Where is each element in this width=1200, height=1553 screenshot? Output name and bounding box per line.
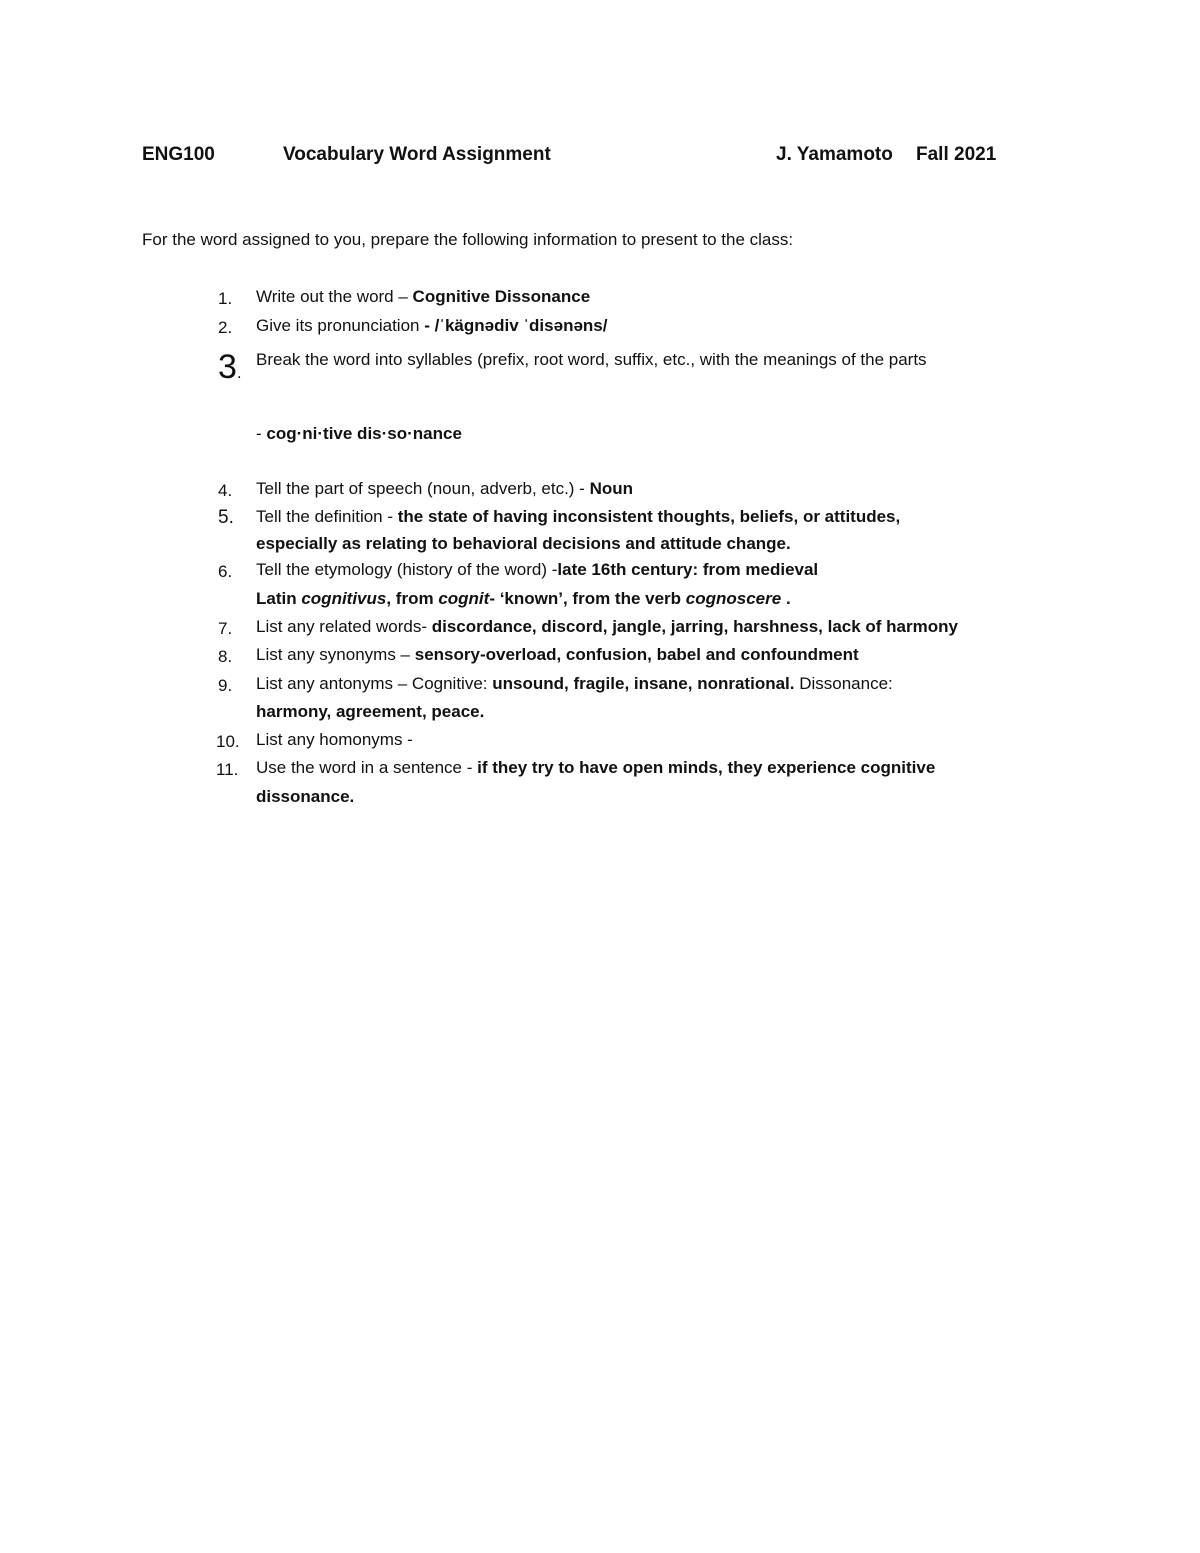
item-number: 8.: [218, 647, 233, 666]
assignment-title: Vocabulary Word Assignment: [283, 144, 551, 165]
item-answer: if they try to have open minds, they experience cognitive: [477, 758, 936, 777]
item-answer-continued: harmony, agreement, peace.: [256, 702, 485, 721]
item-prompt: List any homonyms -: [256, 730, 413, 749]
term: Fall 2021: [916, 144, 997, 165]
intro-text: For the word assigned to you, prepare the following information to present to the class:: [142, 230, 794, 249]
item-answer-continued: Latin cognitivus, from cognit- ‘known’, from the verb cognoscere .: [256, 589, 791, 608]
item-number: 6.: [218, 562, 233, 581]
item-number: 9.: [218, 676, 233, 695]
item-answer: discordance, discord, jangle, jarring, harshness, lack of harmony: [431, 617, 958, 636]
item-answer: unsound, fragile, insane, nonrational.: [492, 674, 795, 693]
item-answer-continued: dissonance.: [256, 787, 355, 806]
item-number: 1.: [218, 289, 233, 308]
item-prompt: Write out the word –: [256, 287, 413, 306]
item-prompt: Break the word into syllables (prefix, root word, suffix, etc., with the meanings of the parts: [256, 350, 927, 369]
item-prompt: List any synonyms –: [256, 645, 415, 664]
item-answer: cog·ni·tive dis·so·nance: [266, 424, 462, 443]
course-code: ENG100: [142, 144, 215, 165]
item-number: 3.: [218, 348, 242, 386]
item-number: 7.: [218, 619, 233, 638]
item-prompt: Tell the etymology (history of the word) -: [256, 560, 558, 579]
item-answer: the state of having inconsistent thoughts, beliefs, or attitudes,: [397, 507, 901, 526]
item-number: 4.: [218, 481, 233, 500]
item-prompt: List any antonyms – Cognitive:: [256, 674, 493, 693]
item-prompt: Give its pronunciation: [256, 316, 425, 335]
item-answer: Noun: [589, 479, 634, 498]
item-number: 2.: [218, 318, 233, 337]
item-number: 5.: [218, 507, 234, 528]
item-answer: Cognitive Dissonance: [412, 287, 591, 306]
item-number: 11.: [216, 760, 239, 779]
item-prompt: List any related words-: [256, 617, 432, 636]
item-answer: sensory-overload, confusion, babel and confoundment: [414, 645, 859, 664]
item-answer-prefix: -: [256, 424, 267, 443]
item-prompt: Tell the definition -: [256, 507, 398, 526]
item-prompt: Tell the part of speech (noun, adverb, etc.) -: [256, 479, 590, 498]
item-prompt-continued: Dissonance:: [794, 674, 893, 693]
item-number: 10.: [216, 732, 240, 751]
instructor-name: J. Yamamoto: [776, 144, 893, 165]
item-answer: late 16th century: from medieval: [557, 560, 819, 579]
item-answer: - /ˈkägnədiv ˈdisənəns/: [424, 316, 608, 335]
item-answer-continued: especially as relating to behavioral decisions and attitude change.: [256, 534, 791, 553]
item-prompt: Use the word in a sentence -: [256, 758, 478, 777]
